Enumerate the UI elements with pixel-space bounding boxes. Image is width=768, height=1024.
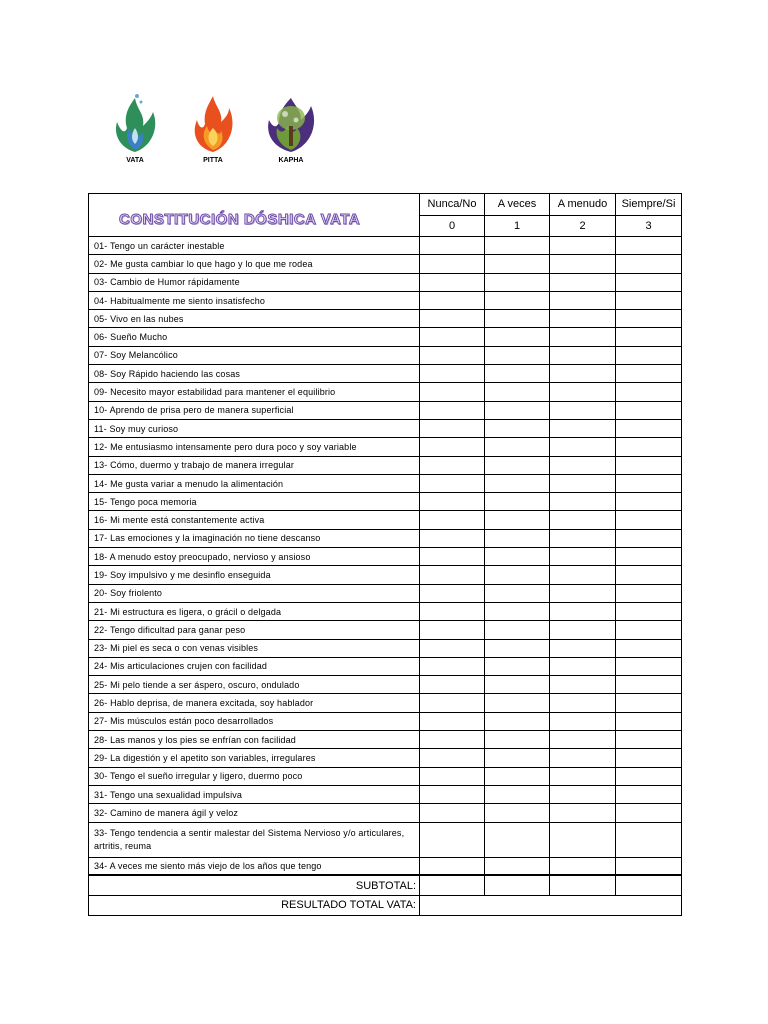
question-text: 20- Soy friolento [89, 584, 420, 602]
answer-cell-nunca[interactable] [420, 639, 485, 657]
answer-cell-nunca[interactable] [420, 474, 485, 492]
answer-cell-nunca[interactable] [420, 602, 485, 620]
total-row [89, 895, 682, 915]
answer-cell-a-veces[interactable] [485, 383, 550, 401]
subtotal-cell-siempre[interactable] [616, 875, 682, 895]
answer-cell-nunca[interactable] [420, 255, 485, 273]
table-row [89, 712, 682, 730]
answer-cell-a-menudo[interactable] [550, 694, 616, 712]
answer-cell-a-menudo[interactable] [550, 255, 616, 273]
subtotal-row [89, 875, 682, 895]
answer-cell-nunca[interactable] [420, 676, 485, 694]
table-row [89, 255, 682, 273]
answer-cell-a-menudo[interactable] [550, 857, 616, 875]
question-text: 31- Tengo una sexualidad impulsiva [89, 785, 420, 803]
answer-cell-siempre[interactable] [616, 328, 682, 346]
answer-cell-a-veces[interactable] [485, 237, 550, 255]
table-row [89, 657, 682, 675]
answer-cell-nunca[interactable] [420, 785, 485, 803]
question-text: 14- Me gusta variar a menudo la alimentación [89, 474, 420, 492]
answer-cell-a-veces[interactable] [485, 602, 550, 620]
answer-cell-siempre[interactable] [616, 657, 682, 675]
answer-cell-siempre[interactable] [616, 712, 682, 730]
answer-cell-a-menudo[interactable] [550, 602, 616, 620]
question-text: 18- A menudo estoy preocupado, nervioso y ansioso [89, 548, 420, 566]
answer-cell-siempre[interactable] [616, 804, 682, 822]
pitta-flame-icon [185, 92, 241, 154]
answer-cell-a-veces[interactable] [485, 822, 550, 857]
answer-cell-siempre[interactable] [616, 639, 682, 657]
answer-cell-a-menudo[interactable] [550, 822, 616, 857]
answer-cell-a-veces[interactable] [485, 291, 550, 309]
score-siempre: 3 [616, 215, 682, 237]
answer-cell-siempre[interactable] [616, 493, 682, 511]
question-text: 15- Tengo poca memoria [89, 493, 420, 511]
answer-cell-nunca[interactable] [420, 383, 485, 401]
answer-cell-siempre[interactable] [616, 731, 682, 749]
answer-cell-a-veces[interactable] [485, 639, 550, 657]
answer-cell-siempre[interactable] [616, 694, 682, 712]
total-label: RESULTADO TOTAL VATA: [89, 895, 420, 915]
answer-cell-siempre[interactable] [616, 749, 682, 767]
answer-cell-siempre[interactable] [616, 785, 682, 803]
table-row [89, 456, 682, 474]
question-text: 03- Cambio de Humor rápidamente [89, 273, 420, 291]
answer-cell-a-menudo[interactable] [550, 237, 616, 255]
answer-cell-a-veces[interactable] [485, 438, 550, 456]
table-row [89, 493, 682, 511]
answer-cell-a-menudo[interactable] [550, 383, 616, 401]
table-row [89, 548, 682, 566]
kapha-tree-icon [261, 92, 321, 154]
table-row [89, 602, 682, 620]
question-text: 30- Tengo el sueño irregular y ligero, duermo poco [89, 767, 420, 785]
subtotal-cell-a-menudo[interactable] [550, 875, 616, 895]
question-text: 06- Sueño Mucho [89, 328, 420, 346]
answer-cell-a-menudo[interactable] [550, 785, 616, 803]
question-text: 08- Soy Rápido haciendo las cosas [89, 365, 420, 383]
table-row [89, 529, 682, 547]
answer-cell-nunca[interactable] [420, 346, 485, 364]
question-text: 05- Vivo en las nubes [89, 310, 420, 328]
table-row [89, 291, 682, 309]
answer-cell-nunca[interactable] [420, 273, 485, 291]
answer-cell-a-veces[interactable] [485, 676, 550, 694]
answer-cell-a-menudo[interactable] [550, 310, 616, 328]
answer-cell-nunca[interactable] [420, 548, 485, 566]
question-text: 19- Soy impulsivo y me desinflo enseguida [89, 566, 420, 584]
table-row [89, 310, 682, 328]
table-row [89, 621, 682, 639]
subtotal-cell-nunca[interactable] [420, 875, 485, 895]
question-text: 02- Me gusta cambiar lo que hago y lo que me rodea [89, 255, 420, 273]
table-row [89, 566, 682, 584]
answer-cell-a-veces[interactable] [485, 767, 550, 785]
answer-cell-siempre[interactable] [616, 419, 682, 437]
answer-cell-a-menudo[interactable] [550, 749, 616, 767]
answer-cell-nunca[interactable] [420, 584, 485, 602]
answer-cell-a-menudo[interactable] [550, 273, 616, 291]
header-row [89, 194, 682, 216]
answer-cell-a-veces[interactable] [485, 548, 550, 566]
answer-cell-siempre[interactable] [616, 566, 682, 584]
column-header-siempre: Siempre/Si [616, 194, 682, 216]
answer-cell-nunca[interactable] [420, 731, 485, 749]
question-text: 26- Hablo deprisa, de manera excitada, soy hablador [89, 694, 420, 712]
answer-cell-a-veces[interactable] [485, 474, 550, 492]
answer-cell-a-veces[interactable] [485, 255, 550, 273]
table-row [89, 419, 682, 437]
table-row [89, 822, 682, 857]
answer-cell-a-menudo[interactable] [550, 474, 616, 492]
answer-cell-a-veces[interactable] [485, 566, 550, 584]
table-row [89, 676, 682, 694]
table-row [89, 438, 682, 456]
answer-cell-a-veces[interactable] [485, 584, 550, 602]
answer-cell-nunca[interactable] [420, 291, 485, 309]
question-text: 22- Tengo dificultad para ganar peso [89, 621, 420, 639]
table-row [89, 639, 682, 657]
table-row [89, 474, 682, 492]
question-text: 34- A veces me siento más viejo de los años que tengo [89, 857, 420, 875]
score-nunca: 0 [420, 215, 485, 237]
answer-cell-a-veces[interactable] [485, 621, 550, 639]
answer-cell-a-veces[interactable] [485, 273, 550, 291]
answer-cell-a-menudo[interactable] [550, 621, 616, 639]
answer-cell-a-veces[interactable] [485, 456, 550, 474]
answer-cell-siempre[interactable] [616, 438, 682, 456]
kapha-logo [256, 92, 326, 170]
answer-cell-a-veces[interactable] [485, 529, 550, 547]
answer-cell-siempre[interactable] [616, 584, 682, 602]
answer-cell-nunca[interactable] [420, 694, 485, 712]
answer-cell-a-menudo[interactable] [550, 804, 616, 822]
total-value-cell[interactable] [420, 895, 682, 915]
answer-cell-nunca[interactable] [420, 804, 485, 822]
question-text: 29- La digestión y el apetito son variables, irregulares [89, 749, 420, 767]
question-text: 17- Las emociones y la imaginación no tiene descanso [89, 529, 420, 547]
answer-cell-nunca[interactable] [420, 767, 485, 785]
answer-cell-a-menudo[interactable] [550, 767, 616, 785]
answer-cell-a-menudo[interactable] [550, 493, 616, 511]
table-row [89, 785, 682, 803]
table-row [89, 401, 682, 419]
answer-cell-siempre[interactable] [616, 255, 682, 273]
answer-cell-a-veces[interactable] [485, 731, 550, 749]
answer-cell-siempre[interactable] [616, 548, 682, 566]
subtotal-cell-a-veces[interactable] [485, 875, 550, 895]
pitta-label: PITTA [203, 157, 223, 164]
table-row [89, 328, 682, 346]
table-row [89, 383, 682, 401]
answer-cell-a-veces[interactable] [485, 493, 550, 511]
answer-cell-a-veces[interactable] [485, 310, 550, 328]
column-header-a-veces: A veces [485, 194, 550, 216]
answer-cell-a-veces[interactable] [485, 365, 550, 383]
answer-cell-nunca[interactable] [420, 657, 485, 675]
score-a-menudo: 2 [550, 215, 616, 237]
answer-cell-siempre[interactable] [616, 383, 682, 401]
subtotal-label: SUBTOTAL: [89, 875, 420, 895]
answer-cell-a-menudo[interactable] [550, 712, 616, 730]
question-text: 24- Mis articulaciones crujen con facilidad [89, 657, 420, 675]
answer-cell-nunca[interactable] [420, 328, 485, 346]
answer-cell-nunca[interactable] [420, 438, 485, 456]
answer-cell-a-veces[interactable] [485, 785, 550, 803]
question-text: 25- Mi pelo tiende a ser áspero, oscuro, ondulado [89, 676, 420, 694]
answer-cell-nunca[interactable] [420, 365, 485, 383]
question-text: 21- Mi estructura es ligera, o grácil o delgada [89, 602, 420, 620]
question-text: 04- Habitualmente me siento insatisfecho [89, 291, 420, 309]
table-row [89, 857, 682, 875]
dosha-logos [100, 92, 340, 170]
answer-cell-a-veces[interactable] [485, 346, 550, 364]
answer-cell-nunca[interactable] [420, 712, 485, 730]
answer-cell-nunca[interactable] [420, 511, 485, 529]
answer-cell-nunca[interactable] [420, 237, 485, 255]
answer-cell-a-menudo[interactable] [550, 291, 616, 309]
question-text: 16- Mi mente está constantemente activa [89, 511, 420, 529]
answer-cell-a-menudo[interactable] [550, 419, 616, 437]
answer-cell-nunca[interactable] [420, 621, 485, 639]
answer-cell-a-veces[interactable] [485, 419, 550, 437]
answer-cell-a-menudo[interactable] [550, 676, 616, 694]
answer-cell-a-veces[interactable] [485, 712, 550, 730]
question-text: 33- Tengo tendencia a sentir malestar del Sistema Nervioso y/o articulares, artritis, reuma [89, 822, 420, 857]
table-row [89, 365, 682, 383]
table-row [89, 731, 682, 749]
answer-cell-nunca[interactable] [420, 493, 485, 511]
table-row [89, 749, 682, 767]
question-text: 12- Me entusiasmo intensamente pero dura poco y soy variable [89, 438, 420, 456]
vata-label: VATA [126, 157, 144, 164]
vata-flame-icon [107, 92, 163, 154]
column-header-nunca: Nunca/No [420, 194, 485, 216]
answer-cell-siempre[interactable] [616, 401, 682, 419]
answer-cell-a-veces[interactable] [485, 694, 550, 712]
questionnaire-title: CONSTITUCIÓN DÓSHICA VATA [119, 211, 361, 228]
answer-cell-siempre[interactable] [616, 310, 682, 328]
answer-cell-a-veces[interactable] [485, 749, 550, 767]
kapha-label: KAPHA [278, 157, 304, 164]
answer-cell-siempre[interactable] [616, 767, 682, 785]
answer-cell-siempre[interactable] [616, 857, 682, 875]
answer-cell-a-veces[interactable] [485, 401, 550, 419]
score-a-veces: 1 [485, 215, 550, 237]
question-text: 28- Las manos y los pies se enfrían con facilidad [89, 731, 420, 749]
answer-cell-siempre[interactable] [616, 346, 682, 364]
answer-cell-a-menudo[interactable] [550, 529, 616, 547]
table-row [89, 273, 682, 291]
answer-cell-siempre[interactable] [616, 237, 682, 255]
answer-cell-siempre[interactable] [616, 621, 682, 639]
answer-cell-nunca[interactable] [420, 419, 485, 437]
answer-cell-nunca[interactable] [420, 456, 485, 474]
pitta-logo [178, 92, 248, 170]
question-text: 09- Necesito mayor estabilidad para mantener el equilibrio [89, 383, 420, 401]
answer-cell-nunca[interactable] [420, 401, 485, 419]
answer-cell-siempre[interactable] [616, 456, 682, 474]
question-text: 10- Aprendo de prisa pero de manera superficial [89, 401, 420, 419]
table-row [89, 584, 682, 602]
answer-cell-a-veces[interactable] [485, 511, 550, 529]
answer-cell-a-menudo[interactable] [550, 456, 616, 474]
answer-cell-a-menudo[interactable] [550, 566, 616, 584]
questionnaire-table [88, 193, 682, 916]
answer-cell-siempre[interactable] [616, 273, 682, 291]
answer-cell-siempre[interactable] [616, 529, 682, 547]
answer-cell-siempre[interactable] [616, 511, 682, 529]
answer-cell-siempre[interactable] [616, 676, 682, 694]
table-row [89, 237, 682, 255]
answer-cell-siempre[interactable] [616, 291, 682, 309]
answer-cell-a-veces[interactable] [485, 328, 550, 346]
table-row [89, 511, 682, 529]
answer-cell-nunca[interactable] [420, 529, 485, 547]
answer-cell-a-menudo[interactable] [550, 346, 616, 364]
column-header-a-menudo: A menudo [550, 194, 616, 216]
answer-cell-a-veces[interactable] [485, 857, 550, 875]
answer-cell-nunca[interactable] [420, 310, 485, 328]
table-row [89, 804, 682, 822]
answer-cell-nunca[interactable] [420, 749, 485, 767]
answer-cell-siempre[interactable] [616, 822, 682, 857]
answer-cell-siempre[interactable] [616, 474, 682, 492]
answer-cell-a-menudo[interactable] [550, 731, 616, 749]
answer-cell-a-veces[interactable] [485, 657, 550, 675]
answer-cell-siempre[interactable] [616, 602, 682, 620]
answer-cell-a-menudo[interactable] [550, 328, 616, 346]
answer-cell-siempre[interactable] [616, 365, 682, 383]
answer-cell-a-menudo[interactable] [550, 401, 616, 419]
answer-cell-a-menudo[interactable] [550, 639, 616, 657]
question-text: 13- Cómo, duermo y trabajo de manera irregular [89, 456, 420, 474]
question-text: 11- Soy muy curioso [89, 419, 420, 437]
answer-cell-nunca[interactable] [420, 822, 485, 857]
question-text: 01- Tengo un carácter inestable [89, 237, 420, 255]
question-text: 23- Mi piel es seca o con venas visibles [89, 639, 420, 657]
answer-cell-a-menudo[interactable] [550, 438, 616, 456]
question-text: 32- Camino de manera ágil y veloz [89, 804, 420, 822]
table-row [89, 694, 682, 712]
answer-cell-a-menudo[interactable] [550, 548, 616, 566]
answer-cell-a-menudo[interactable] [550, 365, 616, 383]
answer-cell-nunca[interactable] [420, 566, 485, 584]
answer-cell-a-menudo[interactable] [550, 657, 616, 675]
vata-questionnaire [88, 193, 681, 912]
answer-cell-nunca[interactable] [420, 857, 485, 875]
question-text: 07- Soy Melancólico [89, 346, 420, 364]
table-row [89, 346, 682, 364]
table-row [89, 767, 682, 785]
vata-logo [100, 92, 170, 170]
answer-cell-a-menudo[interactable] [550, 511, 616, 529]
answer-cell-a-veces[interactable] [485, 804, 550, 822]
answer-cell-a-menudo[interactable] [550, 584, 616, 602]
question-text: 27- Mis músculos están poco desarrollados [89, 712, 420, 730]
title-cell [89, 194, 420, 237]
